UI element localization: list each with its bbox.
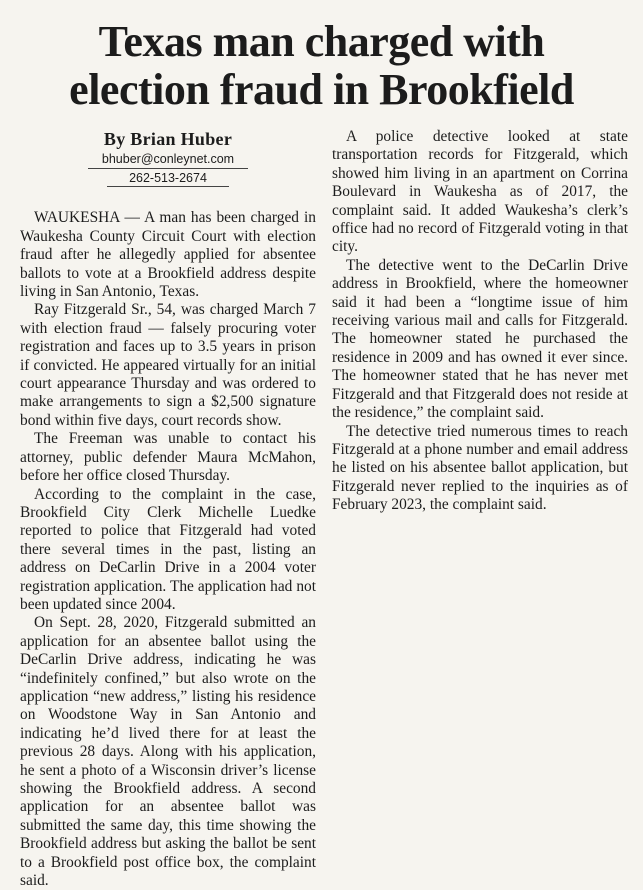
headline-line-2: election fraud in Brookfield	[69, 65, 574, 114]
byline-phone: 262-513-2674	[107, 170, 229, 187]
byline-email: bhuber@conleynet.com	[88, 151, 248, 169]
paragraph: The Freeman was unable to contact his attorney, public defender Maura McMahon, before her office closed Thursday.	[20, 430, 316, 485]
byline-author: By Brian Huber	[103, 129, 233, 149]
paragraph: On Sept. 28, 2020, Fitzgerald submitted an application for an absentee ballot using the DeCarlin Drive address, indicating he was “indefinitely confined,” but also wrote on the application “new address,” listing his residence on Woodstone Way in San Antonio and indicating he’d lived there for at least the previous 28 days. Along with his application, he sent a photo of a Wisconsin driver’s license showing the Brookfield address. A second application for an absentee ballot was submitted the same day, this time showing the Brookfield address but asking the ballot be sent to a Brookfield post office box, the complaint said.	[20, 614, 316, 890]
paragraph: WAUKESHA — A man has been charged in Waukesha County Circuit Court with election fraud after he allegedly applied for absentee ballots to vote at a Brookfield address despite living in San Antonio, Texas.	[20, 209, 316, 301]
paragraph: A police detective looked at state transportation records for Fitzgerald, which showed him living in an apartment on Corrina Boulevard in Waukesha as of 2017, the complaint said. It added Waukesha’s clerk’s office had no record of Fitzgerald voting in that city.	[332, 128, 628, 256]
article-column-right	[332, 128, 628, 515]
paragraph: The detective went to the DeCarlin Drive address in Brookfield, where the homeowner said it had been a “longtime issue of him receiving various mail and calls for Fitzgerald. The homeowner stated he purchased the residence in 2009 and has owned it ever since. The homeowner stated that he has never met Fitzgerald and that Fitzgerald does not reside at the residence,” the complaint said.	[332, 256, 628, 422]
byline	[20, 128, 316, 187]
paragraph: The detective tried numerous times to reach Fitzgerald at a phone number and email address he listed on his absentee ballot application, but Fitzgerald never replied to the inquiries as of February 2023, the complaint said.	[332, 422, 628, 514]
headline	[0, 18, 643, 114]
paragraph: According to the complaint in the case, Brookfield City Clerk Michelle Luedke reported to police that Fitzgerald had voted there several times in the past, listing an address on DeCarlin Drive in a 2004 voter registration application. The application had not been updated since 2004.	[20, 485, 316, 613]
article-column-left	[20, 128, 316, 890]
headline-line-1: Texas man charged with	[98, 17, 545, 66]
paragraph: Ray Fitzgerald Sr., 54, was charged March 7 with election fraud — falsely procuring voter registration and faces up to 3.5 years in prison if convicted. He appeared virtually for an initial court appearance Thursday and was ordered to make arrangements to sign a $2,500 signature bond within five days, court records show.	[20, 301, 316, 429]
